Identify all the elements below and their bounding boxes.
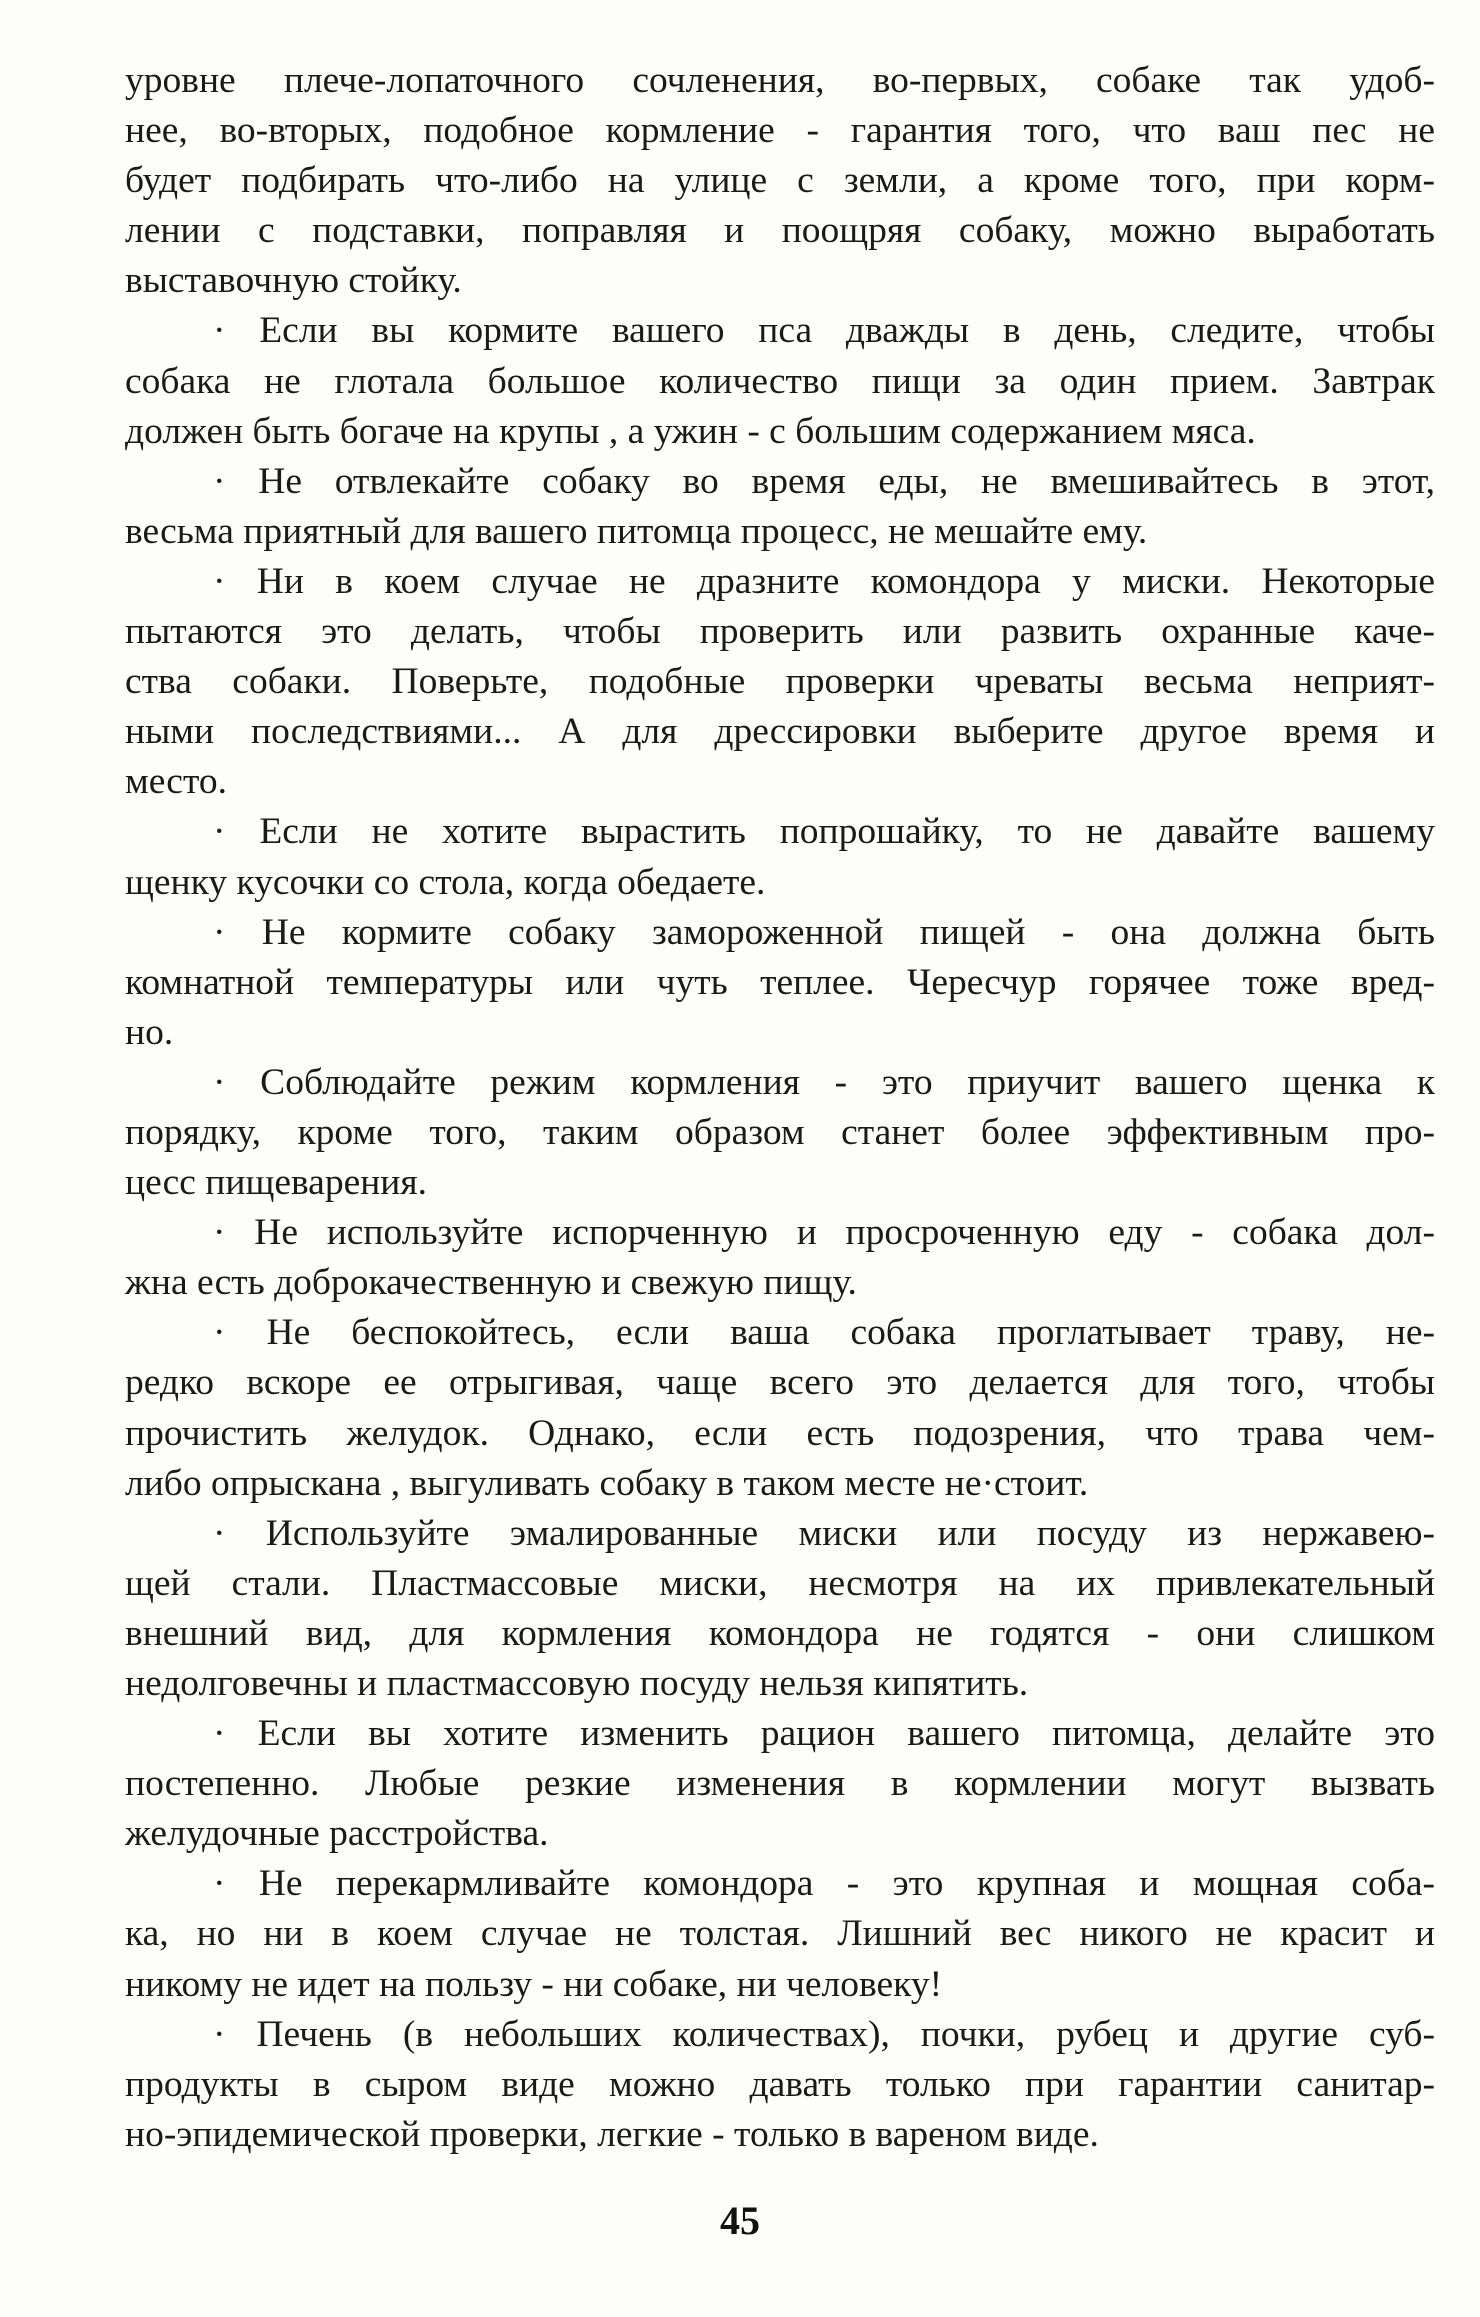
text-line: но-эпидемической проверки, легкие - только в вареном виде. (125, 2113, 1099, 2155)
bullet-paragraph-diet-change (125, 1709, 1435, 1859)
bullet-paragraph-feeding-twice (125, 306, 1435, 456)
bullet-paragraph-eating-grass (125, 1308, 1435, 1508)
text-line: недолговечны и пластмассовую посуду нельзя кипятить. (125, 1663, 1029, 1704)
text-line: никому не идет на пользу - ни собаке, ни человеку! (125, 1963, 943, 2005)
text-line: уровне плече-лопаточного сочленения, во-первых, собаке так удоб- (125, 60, 1435, 101)
text-line: редко вскоре ее отрыгивая, чаще всего это делается для того, чтобы (125, 1362, 1435, 1404)
text-line: · Соблюдайте режим кормления - это приучит вашего щенка к (213, 1061, 1435, 1103)
bullet-paragraph-no-overfeeding (125, 1859, 1435, 2009)
text-line: ка, но ни в коем случае не толстая. Лишний вес никого не красит и (125, 1913, 1435, 1955)
text-line: щенку кусочки со стола, когда обедаете. (125, 861, 766, 903)
text-line: · Используйте эмалированные миски или посуду из нержавею- (213, 1512, 1435, 1554)
text-line: желудочные расстройства. (125, 1813, 549, 1855)
text-line: · Если вы кормите вашего пса дважды в день, следите, чтобы (213, 310, 1435, 352)
bullet-paragraph-no-frozen-food (125, 908, 1435, 1058)
text-line: · Если вы хотите изменить рацион вашего питомца, делайте это (213, 1713, 1435, 1755)
text-line: выставочную стойку. (125, 260, 462, 302)
text-line: · Если не хотите вырастить попрошайку, то не давайте вашему (213, 811, 1435, 853)
text-line: либо опрыскана , выгуливать собаку в таком месте не·стоит. (125, 1462, 1089, 1504)
text-line: ными последствиями... А для дрессировки выберите другое время и (125, 711, 1435, 753)
text-line: место. (125, 761, 227, 803)
text-line: · Не беспокойтесь, если ваша собака проглатывает траву, не- (213, 1312, 1435, 1354)
text-line: щей стали. Пластмассовые миски, несмотря на их привлекательный (125, 1562, 1435, 1604)
bullet-paragraph-no-begging (125, 807, 1435, 907)
text-line: должен быть богаче на крупы , а ужин - с большим содержанием мяса. (125, 410, 1256, 452)
text-line: · Ни в коем случае не дразните комондора у миски. Некоторые (213, 560, 1435, 602)
text-line: пытаются это делать, чтобы проверить или развить охранные каче- (125, 611, 1435, 653)
text-line: продукты в сыром виде можно давать только при гарантии санитар- (125, 2063, 1435, 2105)
text-line: комнатной температуры или чуть теплее. Чересчур горячее тоже вред- (125, 961, 1435, 1003)
text-line: будет подбирать что-либо на улице с земли, а кроме того, при корм- (125, 160, 1435, 202)
bullet-paragraph-offal (125, 2010, 1435, 2160)
bullet-paragraph-do-not-distract (125, 457, 1435, 557)
bullet-paragraph-feeding-schedule (125, 1058, 1435, 1208)
text-line: лении с подставки, поправляя и поощряя собаку, можно выработать (125, 210, 1435, 252)
text-line: нее, во-вторых, подобное кормление - гарантия того, что ваш пес не (125, 110, 1435, 152)
text-line: постепенно. Любые резкие изменения в кормлении могут вызвать (125, 1763, 1435, 1805)
text-line: · Не перекармливайте комондора - это крупная и мощная соба- (213, 1863, 1435, 1905)
body-text (125, 56, 1435, 2160)
text-line: · Печень (в небольших количествах), почки, рубец и другие суб- (213, 2013, 1435, 2055)
text-line: · Не используйте испорченную и просроченную еду - собака дол- (213, 1212, 1435, 1254)
bullet-paragraph-no-spoiled-food (125, 1208, 1435, 1308)
text-line: весьма приятный для вашего питомца процесс, не мешайте ему. (125, 510, 1148, 552)
paragraph-continuation (125, 56, 1435, 306)
text-line: жна есть доброкачественную и свежую пищу. (125, 1262, 857, 1304)
text-line: прочистить желудок. Однако, если есть подозрения, что трава чем- (125, 1412, 1435, 1454)
text-line: внешний вид, для кормления комондора не годятся - они слишком (125, 1612, 1435, 1654)
text-line: собака не глотала большое количество пищи за один прием. Завтрак (125, 360, 1435, 402)
text-line: но. (125, 1011, 174, 1053)
text-line: · Не кормите собаку замороженной пищей - она должна быть (213, 911, 1435, 953)
text-line: ства собаки. Поверьте, подобные проверки чреваты весьма неприят- (125, 661, 1435, 703)
text-line: · Не отвлекайте собаку во время еды, не вмешивайтесь в этот, (213, 460, 1435, 502)
text-line: цесс пищеварения. (125, 1162, 427, 1204)
bullet-paragraph-do-not-tease (125, 557, 1435, 807)
text-line: порядку, кроме того, таким образом станет более эффективным про- (125, 1111, 1435, 1153)
page-number: 45 (720, 2198, 760, 2243)
bullet-paragraph-bowls (125, 1509, 1435, 1709)
